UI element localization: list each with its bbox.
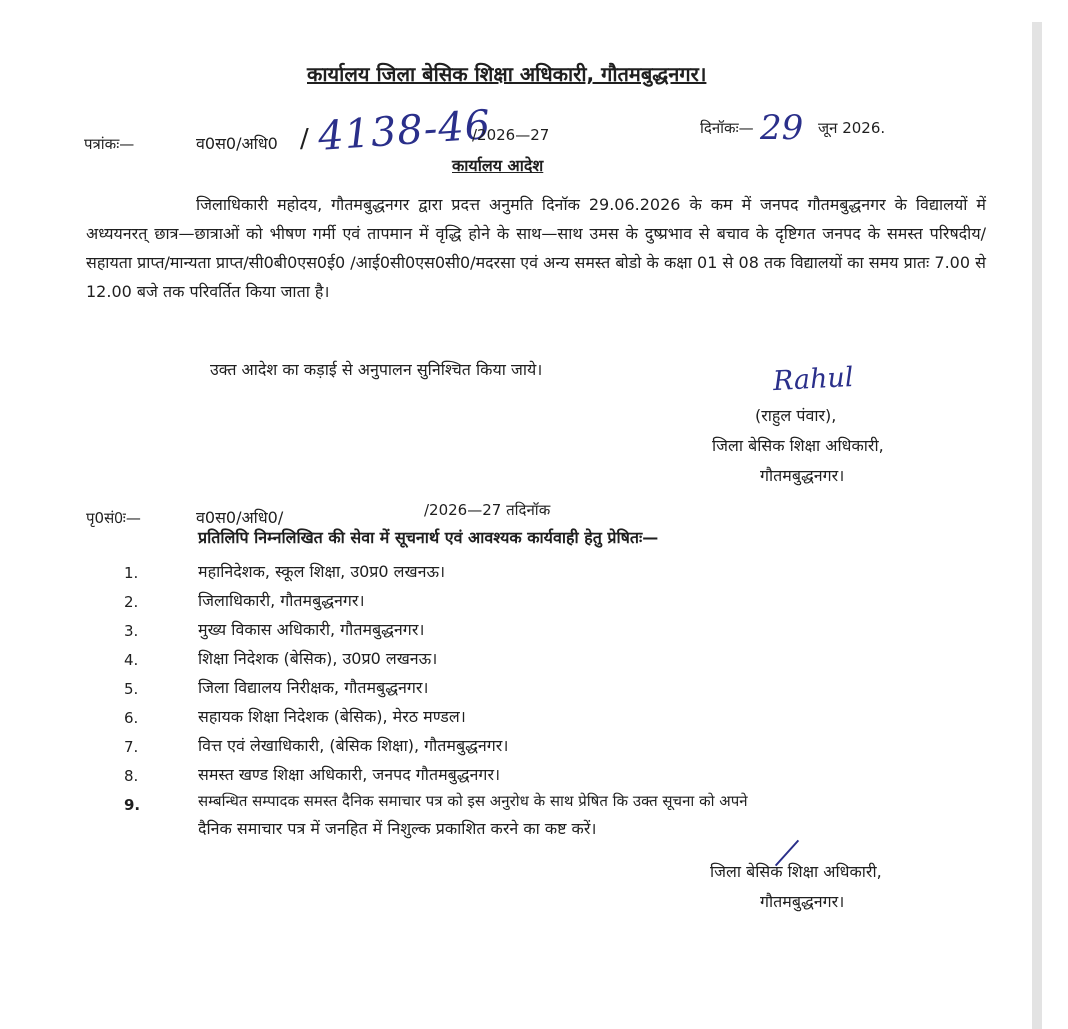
list-item-number: 8. xyxy=(124,767,139,785)
signature: Rahul xyxy=(772,361,855,398)
list-item-number: 6. xyxy=(124,709,139,727)
signatory-place: गौतमबुद्धनगर। xyxy=(760,466,845,485)
list-item-number: 3. xyxy=(124,622,139,640)
copy-intro: प्रतिलिपि निम्नलिखित की सेवा में सूचनार्थ एवं आवश्यक कार्यवाही हेतु प्रेषितः— xyxy=(198,528,659,547)
date-month-year: जून 2026. xyxy=(818,119,886,137)
list-item-number: 7. xyxy=(124,738,139,756)
list-item: समस्त खण्ड शिक्षा अधिकारी, जनपद गौतमबुद्धनगर। xyxy=(198,765,501,784)
signatory-designation: जिला बेसिक शिक्षा अधिकारी, xyxy=(712,436,884,455)
footer-designation: जिला बेसिक शिक्षा अधिकारी, xyxy=(710,862,882,881)
office-heading: कार्यालय जिला बेसिक शिक्षा अधिकारी, गौतमबुद्धनगर। xyxy=(307,62,707,86)
letter-ref-prefix: व0स0/अधि0 xyxy=(196,134,278,153)
letter-ref-suffix: /2026—27 xyxy=(472,126,550,144)
letter-ref-label: पत्रांकः— xyxy=(84,135,135,153)
handwritten-date-day: 29 xyxy=(760,108,804,148)
copy-ref-prefix: व0स0/अधि0/ xyxy=(196,508,284,527)
list-item: सहायक शिक्षा निदेशक (बेसिक), मेरठ मण्डल। xyxy=(198,707,466,726)
list-item: महानिदेशक, स्कूल शिक्षा, उ0प्र0 लखनऊ। xyxy=(198,562,446,581)
list-item-number: 2. xyxy=(124,593,139,611)
copy-ref-suffix: /2026—27 तदिनॉक xyxy=(424,501,551,519)
list-item: सम्बन्धित सम्पादक समस्त दैनिक समाचार पत्र को इस अनुरोध के साथ प्रेषित कि उक्त सूचना को अपने xyxy=(198,792,748,810)
footer-place: गौतमबुद्धनगर। xyxy=(760,892,845,911)
copy-ref-label: पृ0सं0ः— xyxy=(86,509,141,527)
signatory-name: (राहुल पंवार), xyxy=(755,406,837,425)
order-body-paragraph: जिलाधिकारी महोदय, गौतमबुद्धनगर द्वारा प्रदत्त अनुमति दिनॉक 29.06.2026 के कम में जनपद गौतमबुद्धनगर के विद्यालयों में अध्ययनरत् छात्र—छात्राओं को भीषण गर्मी एवं तापमान में वृद्धि होने के साथ—साथ उमस के दुष्प्रभाव से बचाव के दृष्टिगत जनपद के समस्त परिषदीय/सहायता प्राप्त/मान्यता प्राप्त/सी0बी0एस0ई0 /आई0सी0एस0सी0/मदरसा एवं अन्य समस्त बोडो के कक्षा 01 से 08 तक विद्यालयों का समय प्रातः 7.00 से 12.00 बजे तक परिवर्तित किया जाता है। xyxy=(86,195,986,301)
list-item: वित्त एवं लेखाधिकारी, (बेसिक शिक्षा), गौतमबुद्धनगर। xyxy=(198,736,509,755)
order-title: कार्यालय आदेश xyxy=(452,156,544,175)
list-item: मुख्य विकास अधिकारी, गौतमबुद्धनगर। xyxy=(198,620,425,639)
page-edge-shadow xyxy=(1032,22,1042,1029)
list-item-number: 1. xyxy=(124,564,139,582)
list-item: शिक्षा निदेशक (बेसिक), उ0प्र0 लखनऊ। xyxy=(198,649,438,668)
list-item-number: 9. xyxy=(124,796,141,814)
list-item-continuation: दैनिक समाचार पत्र में जनहित में निशुल्क प्रकाशित करने का कष्ट करें। xyxy=(198,819,597,838)
date-label: दिनॉकः— xyxy=(700,119,754,137)
letter-ref-slash: / xyxy=(300,124,309,154)
list-item-number: 4. xyxy=(124,651,139,669)
list-item: जिलाधिकारी, गौतमबुद्धनगर। xyxy=(198,591,365,610)
list-item-number: 5. xyxy=(124,680,139,698)
list-item: जिला विद्यालय निरीक्षक, गौतमबुद्धनगर। xyxy=(198,678,429,697)
handwritten-letter-number: 4138-46 xyxy=(316,102,493,160)
enforcement-line: उक्त आदेश का कड़ाई से अनुपालन सुनिश्चित किया जाये। xyxy=(210,360,543,379)
